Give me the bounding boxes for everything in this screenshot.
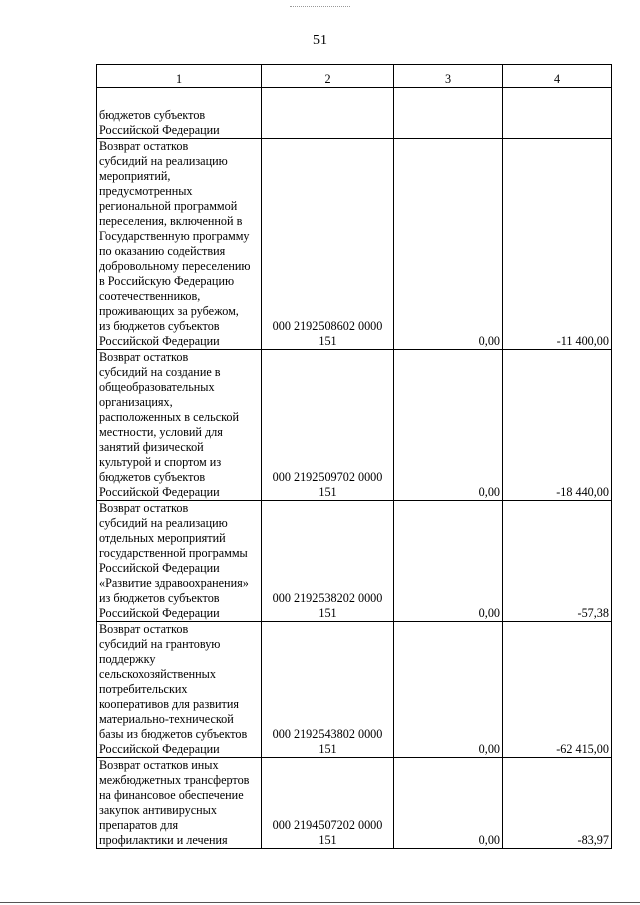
row-code	[262, 88, 394, 139]
row-value-col3: 0,00	[394, 139, 503, 350]
row-value-col3: 0,00	[394, 350, 503, 501]
row-description: Возврат остатков иных межбюджетных трансфертов на финансовое обеспечение закупок антивирусных препаратов для профилактики и лечения	[97, 758, 262, 849]
row-code: 000 2192509702 0000 151	[262, 350, 394, 501]
row-description: бюджетов субъектов Российской Федерации	[97, 88, 262, 139]
header-cell: 4	[503, 65, 612, 88]
row-description: Возврат остатков субсидий на создание в общеобразовательных организациях, расположенных в сельской местности, условий для занятий физической культурой и спортом из бюджетов субъектов Российской Федерации	[97, 350, 262, 501]
row-value-col3: 0,00	[394, 622, 503, 758]
bottom-scan-edge	[0, 902, 640, 903]
table-row	[97, 501, 612, 622]
table-row	[97, 350, 612, 501]
table-row	[97, 622, 612, 758]
row-code: 000 2192543802 0000 151	[262, 622, 394, 758]
row-value-col4: -83,97	[503, 758, 612, 849]
row-value-col4: -11 400,00	[503, 139, 612, 350]
header-cell: 3	[394, 65, 503, 88]
budget-table	[96, 64, 612, 849]
row-description: Возврат остатков субсидий на грантовую поддержку сельскохозяйственных потребительских кооперативов для развития материально-технической базы из бюджетов субъектов Российской Федерации	[97, 622, 262, 758]
row-value-col4: -62 415,00	[503, 622, 612, 758]
table-row	[97, 758, 612, 849]
row-code: 000 2192538202 0000 151	[262, 501, 394, 622]
header-cell: 1	[97, 65, 262, 88]
row-description: Возврат остатков субсидий на реализацию мероприятий, предусмотренных региональной программой переселения, включенной в Государственную программу по оказанию содействия добровольному переселению в Российскую Федерацию соотечественников, проживающих за рубежом, из бюджетов субъектов Российской Федерации	[97, 139, 262, 350]
row-value	[503, 88, 612, 139]
page-number: 51	[313, 33, 327, 48]
row-code: 000 2194507202 0000 151	[262, 758, 394, 849]
row-value-col4: -18 440,00	[503, 350, 612, 501]
row-value	[394, 88, 503, 139]
row-value-col3: 0,00	[394, 501, 503, 622]
top-scan-mark	[290, 6, 350, 7]
header-cell: 2	[262, 65, 394, 88]
row-value-col3: 0,00	[394, 758, 503, 849]
table-row	[97, 139, 612, 350]
row-value-col4: -57,38	[503, 501, 612, 622]
table-row	[97, 88, 612, 139]
row-code: 000 2192508602 0000 151	[262, 139, 394, 350]
table-header-row	[97, 65, 612, 88]
row-description: Возврат остатков субсидий на реализацию отдельных мероприятий государственной программы Российской Федерации «Развитие здравоохранения» из бюджетов субъектов Российской Федерации	[97, 501, 262, 622]
